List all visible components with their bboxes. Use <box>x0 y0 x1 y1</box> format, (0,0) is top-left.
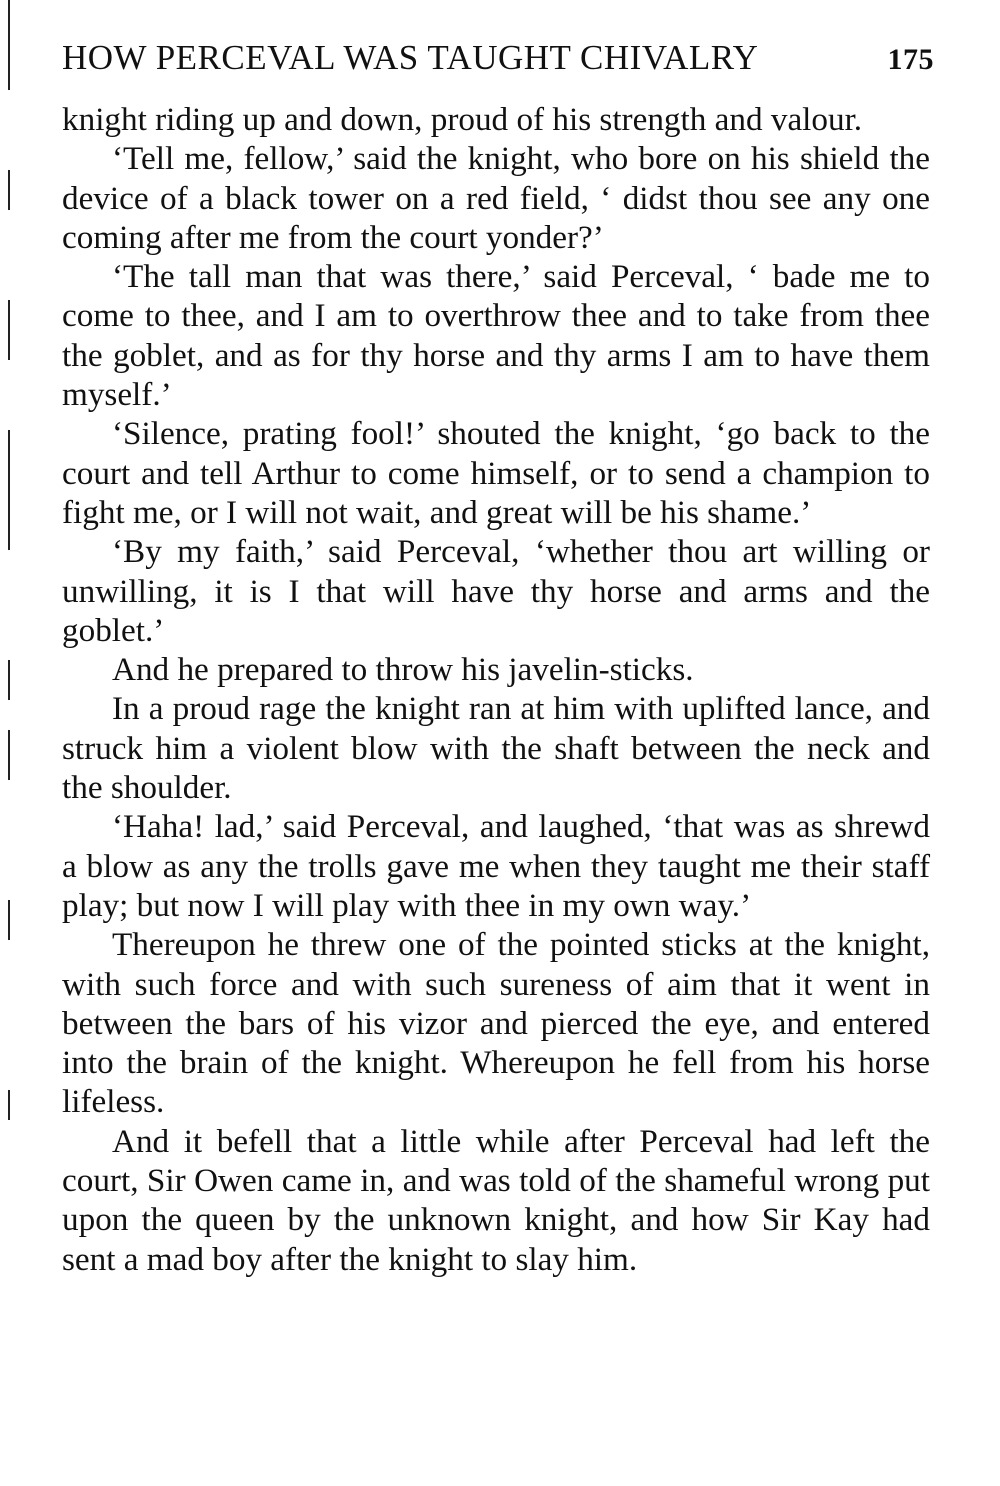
binding-edge-mark <box>8 300 10 360</box>
paragraph: knight riding up and down, proud of his strength and valour. <box>62 101 863 138</box>
paragraph: And it befell that a little while after Perceval had left the court, Sir Owen came in, and was told of the shameful wrong put upon the queen by the unknown knight, and how Sir Kay had sent a mad boy after the knight to slay him. <box>62 1122 930 1278</box>
paragraph: And he prepared to throw his javelin-sticks. <box>112 651 694 689</box>
binding-edge-mark <box>8 430 10 550</box>
page-number: 175 <box>887 43 934 76</box>
running-header <box>62 38 934 88</box>
binding-edge-mark <box>8 170 10 210</box>
page-body <box>62 100 930 1279</box>
binding-edge-mark <box>8 0 10 90</box>
binding-edge-mark <box>8 730 10 780</box>
binding-edge-mark <box>8 900 10 940</box>
running-title: HOW PERCEVAL WAS TAUGHT CHIVALRY <box>62 38 759 77</box>
paragraph: Thereupon he threw one of the pointed sticks at the knight, with such force and with such sureness of aim that it went in between the bars of his vizor and pierced the eye, and entered into the brain of the knight. Whereupon he fell from his horse lifeless. <box>62 926 930 1121</box>
paragraph: ‘Tell me, fellow,’ said the knight, who bore on his shield the device of a black tower on a red field, ‘ didst thou see any one coming after me from the court yonder?’ <box>62 140 930 256</box>
paragraph: ‘By my faith,’ said Perceval, ‘whether thou art willing or unwilling, it is I that will have thy horse and arms and the goblet.’ <box>62 533 930 649</box>
paragraph: ‘Silence, prating fool!’ shouted the knight, ‘go back to the court and tell Arthur to come himself, or to send a champion to fight me, or I will not wait, and great will be his shame.’ <box>62 415 930 531</box>
binding-edge-mark <box>8 660 10 700</box>
binding-edge-mark <box>8 1090 10 1120</box>
paragraph: ‘Haha! lad,’ said Perceval, and laughed, ‘that was as shrewd a blow as any the trolls gave me when they taught me their staff play; but now I will play with thee in my own way.’ <box>62 808 930 924</box>
paragraph: ‘The tall man that was there,’ said Perceval, ‘ bade me to come to thee, and I am to overthrow thee and to take from thee the goblet, and as for thy horse and thy arms I am to have them myself.’ <box>62 258 930 414</box>
paragraph: In a proud rage the knight ran at him with uplifted lance, and struck him a violent blow with the shaft between the neck and the shoulder. <box>62 690 930 807</box>
